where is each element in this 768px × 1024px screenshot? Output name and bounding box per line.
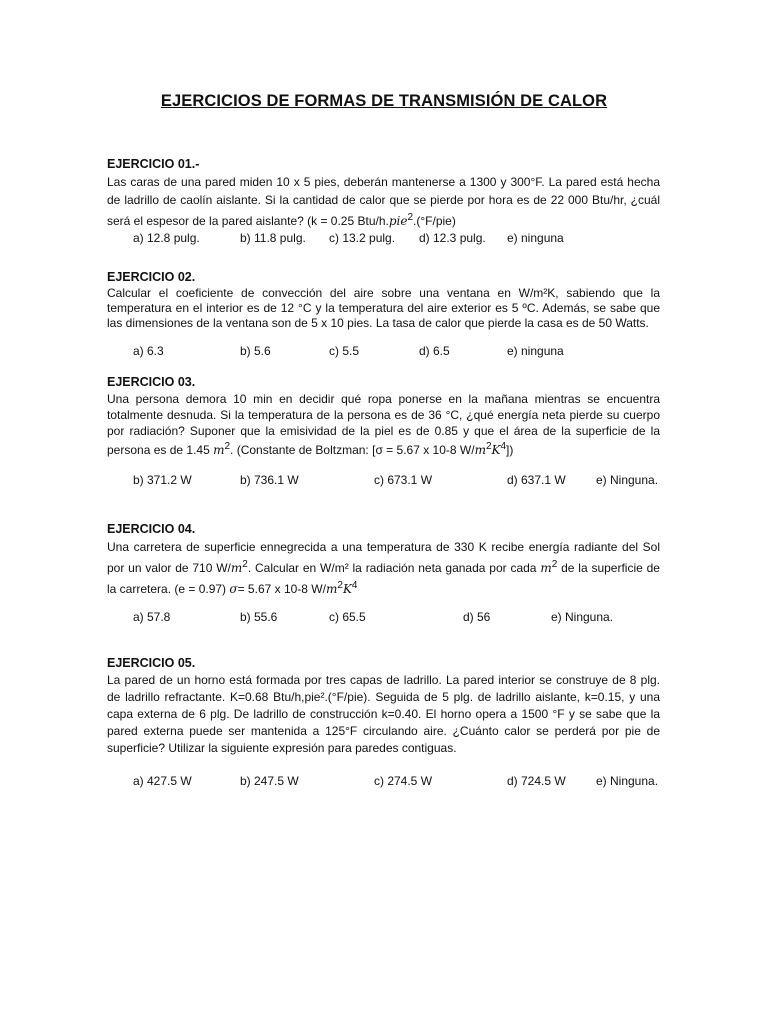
exercise-01	[107, 156, 660, 247]
document-title: EJERCICIOS DE FORMAS DE TRANSMISIÓN DE CALOR	[160, 92, 608, 110]
answer-options	[107, 608, 660, 626]
option-d: d) 724.5 W	[507, 774, 566, 788]
option-b: b) 5.6	[240, 344, 271, 358]
exercise-03	[107, 374, 660, 489]
math-symbol: K	[342, 582, 352, 596]
exercise-heading: EJERCICIO 05.	[107, 656, 196, 670]
exercise-02	[107, 269, 660, 360]
option-b: b) 736.1 W	[240, 473, 299, 487]
math-symbol: m	[325, 582, 338, 596]
option-d: d) 56	[463, 610, 491, 624]
option-c: c) 5.5	[329, 344, 360, 358]
math-symbol: m	[230, 561, 243, 575]
option-a: b) 371.2 W	[133, 473, 192, 487]
math-symbol: m	[474, 443, 486, 457]
superscript: 4	[351, 580, 358, 591]
answer-options	[107, 229, 660, 247]
statement-text: de la superficie de la carretera. (e = 0.97)	[107, 561, 660, 596]
exercise-statement	[107, 538, 660, 598]
option-e: e) ninguna	[507, 344, 564, 358]
statement-text: Una carretera de superficie ennegrecida a una temperatura de 330 K recibe energía radiante del Sol por un valor de 710 W/	[107, 540, 660, 575]
statement-text: . (Constante de Boltzman: [σ = 5.67 x 10-8 W/	[230, 443, 475, 457]
statement-text: Calcular el coeficiente de convección del aire sobre una ventana en W/m²K, sabiendo que la temperatura en el interior es de 12 °C y la temperatura del aire exterior es 5 ºC. Además, se sabe que las dimensiones de la ventana son de 5 x 10 pies. La tasa de calor que pierde la casa es de 50 Watts.	[107, 286, 660, 330]
option-c: c) 274.5 W	[374, 774, 433, 788]
math-symbol: m	[213, 443, 225, 457]
superscript: 4	[500, 441, 507, 452]
math-symbol: pie	[388, 214, 408, 228]
superscript: 2	[224, 441, 231, 452]
option-d: d) 12.3 pulg.	[419, 231, 486, 245]
option-c: c) 65.5	[329, 610, 366, 624]
exercise-heading: EJERCICIO 01.-	[107, 157, 200, 171]
statement-text: .(°F/pie)	[413, 214, 456, 228]
exercise-04	[107, 521, 660, 626]
answer-options	[107, 772, 660, 790]
superscript: 2	[485, 441, 492, 452]
option-e: e) Ninguna.	[551, 610, 614, 624]
option-a: a) 57.8	[133, 610, 171, 624]
option-a: a) 6.3	[133, 344, 164, 358]
option-a: a) 12.8 pulg.	[133, 231, 200, 245]
option-a: a) 427.5 W	[133, 774, 192, 788]
superscript: 2	[337, 580, 343, 591]
statement-text: . Calcular en W/m² la radiación neta ganada por cada	[247, 561, 541, 575]
superscript: 2	[242, 559, 248, 570]
option-e: e) Ninguna.	[596, 774, 659, 788]
option-c: c) 673.1 W	[374, 473, 433, 487]
statement-text: ])	[506, 443, 514, 457]
statement-text: La pared de un horno está formada por tres capas de ladrillo. La pared interior se construye de 8 plg. de ladrillo refractante. K=0.68 Btu/h,pie².(°F/pie). Seguida de 5 plg. de ladrillo aislante, k=0.15, y una capa externa de 6 plg. De ladrillo de construcción k=0.40. El horno opera a 1500 °F y se sabe que la pared externa puede ser mantenida a 125°F circulando aire. ¿Cuánto calor se perderá por pie de superficie? Utilizar la siguiente expresión para paredes contiguas.	[107, 673, 660, 755]
exercise-statement	[107, 286, 660, 346]
math-symbol: m	[540, 561, 552, 575]
option-d: d) 637.1 W	[507, 473, 566, 487]
exercise-heading: EJERCICIO 03.	[107, 375, 196, 389]
statement-text: Una persona demora 10 min en decidir qué ropa ponerse en la mañana mientras se encuentra totalmente desnuda. Si la temperatura de la persona es de 36 °C, ¿qué energía neta pierde su cuerpo por radiación? Suponer que la emisividad de la piel es de 0.85 y que el área de la superficie de la persona es de 1.45	[107, 392, 660, 457]
answer-options	[107, 342, 660, 360]
exercise-statement	[107, 173, 660, 229]
exercise-05	[107, 655, 660, 790]
superscript: 2	[551, 559, 558, 570]
option-e: e) Ninguna.	[596, 473, 659, 487]
exercise-statement	[107, 391, 660, 463]
option-e: e) ninguna	[507, 231, 564, 245]
answer-options	[107, 471, 660, 489]
option-d: d) 6.5	[419, 344, 450, 358]
exercise-heading: EJERCICIO 02.	[107, 270, 196, 284]
exercise-statement	[107, 672, 660, 758]
option-b: b) 55.6	[240, 610, 278, 624]
exercise-heading: EJERCICIO 04.	[107, 522, 196, 536]
statement-text: Las caras de una pared miden 10 x 5 pies, deberán mantenerse a 1300 y 300°F. La pared está hecha de ladrillo de caolín aislante. Si la cantidad de calor que se pierde por hora es de 22 000 Btu/hr, ¿cuál será el espesor de la pared aislante? (k = 0.25 Btu/h.	[107, 175, 660, 228]
superscript: 2	[407, 212, 414, 223]
option-b: b) 247.5 W	[240, 774, 299, 788]
option-c: c) 13.2 pulg.	[329, 231, 396, 245]
option-b: b) 11.8 pulg.	[240, 231, 306, 245]
math-symbol: σ	[229, 582, 238, 596]
math-symbol: K	[491, 443, 501, 457]
statement-text: = 5.67 x 10-8 W/	[237, 582, 326, 596]
